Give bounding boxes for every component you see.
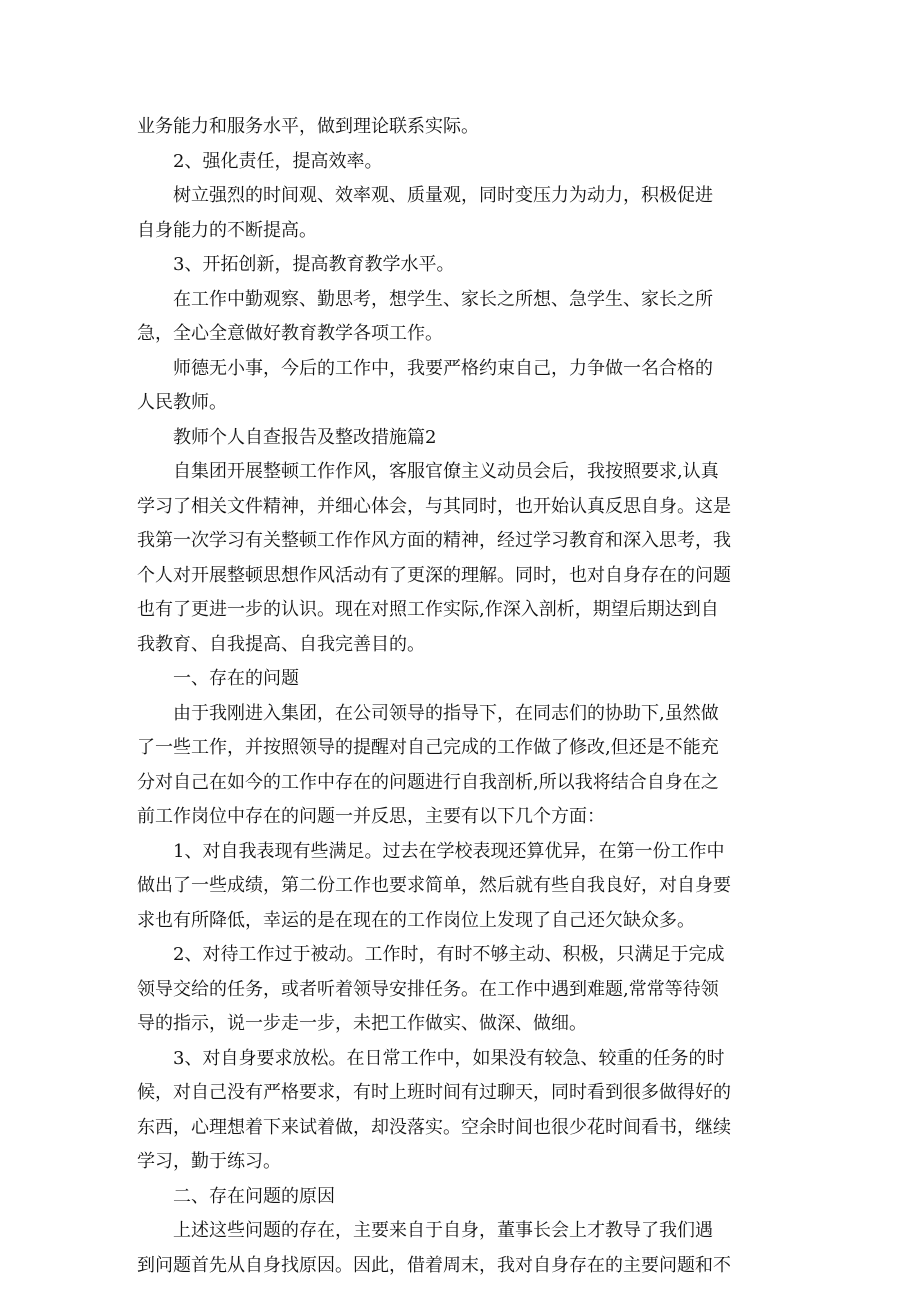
text-line: 由于我刚进入集团，在公司领导的指导下，在同志们的协助下,虽然做 [173, 702, 719, 724]
text-line: 分对自己在如今的工作中存在的问题进行自我剖析,所以我将结合自身在之 [137, 771, 719, 793]
document-page [137, 110, 787, 1283]
text-line: 求也有所降低，幸运的是在现在的工作岗位上发现了自己还欠缺众多。 [137, 909, 695, 931]
text-line: 人民教师。 [137, 392, 227, 413]
text-line: 自身能力的不断提高。 [137, 219, 317, 241]
text-line: 树立强烈的时间观、效率观、质量观，同时变压力为动力，积极促进 [173, 185, 713, 206]
text-line: 急，全心全意做好教育教学各项工作。 [137, 323, 443, 344]
text-line: 导的指示，说一步走一步，未把工作做实、做深、做细。 [137, 1013, 587, 1034]
text-line: 我教育、自我提高、自我完善目的。 [137, 633, 425, 655]
text-line: 业务能力和服务水平，做到理论联系实际。 [137, 116, 479, 137]
text-line: 3、对自身要求放松。在日常工作中，如果没有较急、较重的任务的时 [173, 1047, 725, 1069]
text-line: 学习，勤于练习。 [137, 1151, 281, 1172]
text-line: 教师个人自查报告及整改措施篇2 [173, 426, 437, 448]
text-line: 做出了一些成绩，第二份工作也要求简单，然后就有些自我良好，对自身要 [137, 875, 731, 896]
text-line: 上述这些问题的存在，主要来自于自身，董事长会上才教导了我们遇 [173, 1220, 713, 1241]
text-line: 自集团开展整顿工作作风，客服官僚主义动员会后，我按照要求,认真 [173, 461, 719, 482]
text-line: 前工作岗位中存在的问题一并反思，主要有以下几个方面： [137, 806, 605, 827]
text-line: 学习了相关文件精神，并细心体会，与其同时，也开始认真反思自身。这是 [137, 495, 731, 517]
text-line: 我第一次学习有关整顿工作作风方面的精神，经过学习教育和深入思考，我 [137, 530, 731, 551]
text-line: 1、对自我表现有些满足。过去在学校表现还算优异，在第一份工作中 [173, 840, 725, 862]
text-line: 2、对待工作过于被动。工作时，有时不够主动、积极，只满足于完成 [173, 944, 725, 965]
text-line: 师德无小事，今后的工作中，我要严格约束自己，力争做一名合格的 [173, 357, 713, 379]
text-line: 2、强化责任，提高效率。 [173, 150, 383, 172]
text-line: 领导交给的任务，或者听着领导安排任务。在工作中遇到难题,常常等待领 [137, 978, 719, 1000]
text-line: 到问题首先从自身找原因。因此，借着周末，我对自身存在的主要问题和不 [137, 1254, 731, 1276]
text-line: 一、存在的问题 [173, 668, 299, 689]
text-line: 3、开拓创新，提高教育教学水平。 [173, 254, 455, 275]
text-line: 东西，心理想着下来试着做，却没落实。空余时间也很少花时间看书，继续 [137, 1116, 731, 1138]
text-line: 二、存在问题的原因 [173, 1185, 335, 1207]
text-line: 个人对开展整顿思想作风活动有了更深的理解。同时，也对自身存在的问题 [137, 564, 731, 586]
text-line: 也有了更进一步的认识。现在对照工作实际,作深入剖析，期望后期达到自 [137, 599, 719, 620]
text-line: 候，对自己没有严格要求，有时上班时间有过聊天，同时看到很多做得好的 [137, 1082, 731, 1103]
text-line: 在工作中勤观察、勤思考，想学生、家长之所想、急学生、家长之所 [173, 288, 713, 310]
text-line: 了一些工作，并按照领导的提醒对自己完成的工作做了修改,但还是不能充 [137, 737, 719, 758]
